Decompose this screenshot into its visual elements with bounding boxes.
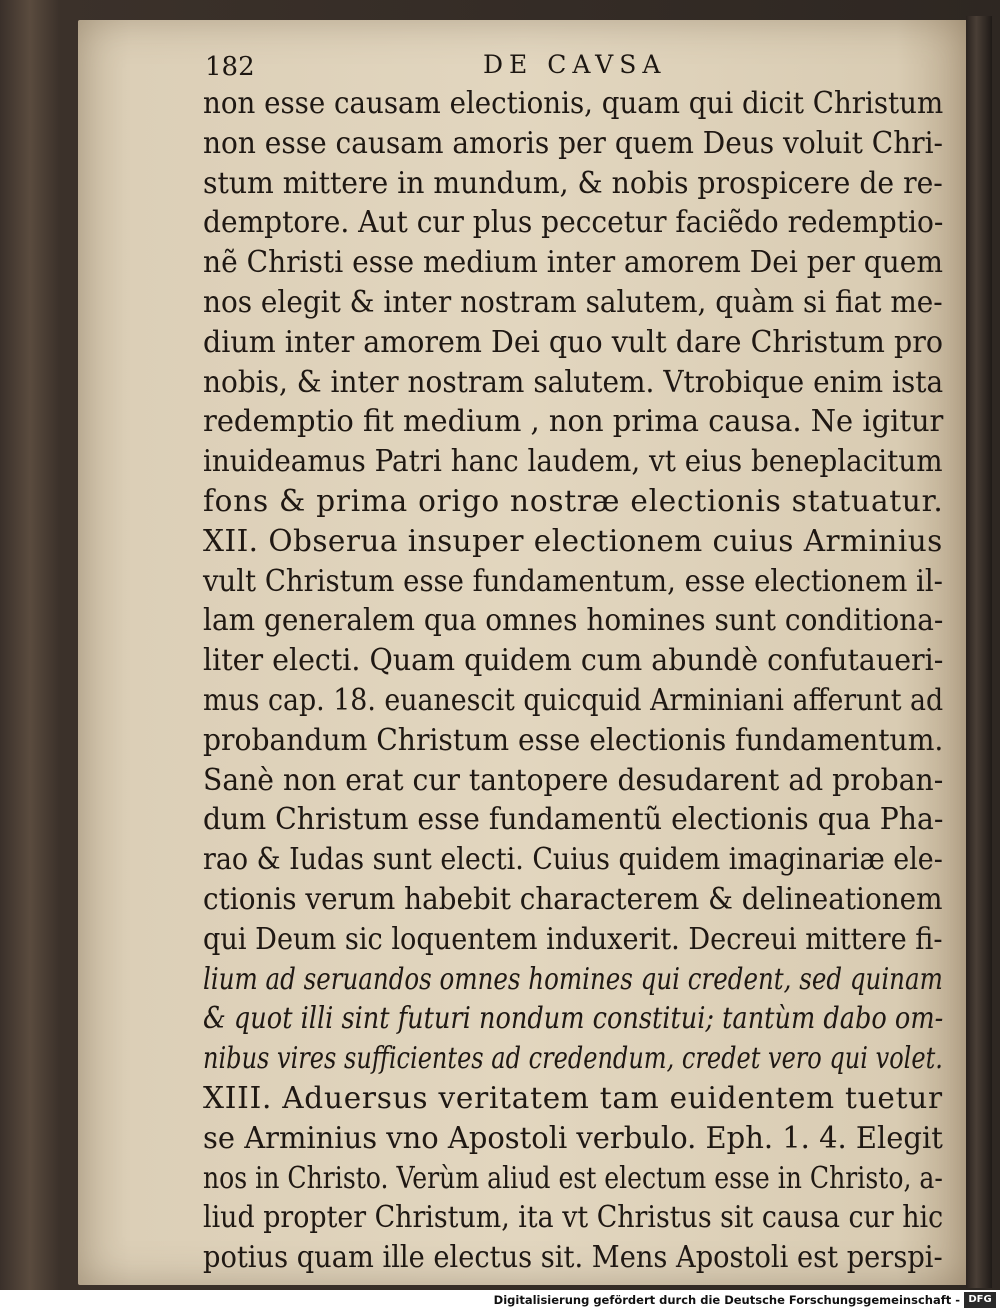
running-head: DE CAVSA — [483, 50, 667, 79]
text-line: dum Christum esse fundamentũ electionis qua Pha- — [203, 802, 944, 837]
text-line: rao & Iudas sunt electi. Cuius quidem imaginariæ ele- — [203, 842, 943, 877]
funding-credit: Digitalisierung gefördert durch die Deutsche Forschungsgemeinschaft - — [493, 1293, 960, 1307]
body-text — [203, 84, 943, 1278]
text-line: Sanè non erat cur tantopere desudarent ad proban- — [203, 762, 944, 797]
text-line: non esse causam amoris per quem Deus voluit Chri- — [203, 125, 944, 160]
text-line: lam generalem qua omnes homines sunt conditiona- — [203, 603, 944, 638]
italic-quote-line: lium ad seruandos omnes homines qui credent, sed quinam — [203, 961, 943, 996]
section-heading-xiii: XIII. Aduersus veritatem tam euidentem tuetur — [203, 1080, 943, 1115]
italic-quote-line: nibus vires sufficientes ad credendum, credet vero qui volet. — [203, 1041, 943, 1076]
dfg-logo: DFG — [964, 1292, 996, 1308]
text-line: dium inter amorem Dei quo vult dare Christum pro — [203, 324, 944, 359]
text-line: mus cap. 18. euanescit quicquid Arminiani afferunt ad — [203, 682, 944, 717]
text-line: vult Christum esse fundamentum, esse electionem il- — [203, 563, 943, 598]
text-line: nos in Christo. Verùm aliud est electum esse in Christo, a- — [203, 1160, 943, 1195]
text-line: potius quam ille electus sit. Mens Apostoli est perspi- — [203, 1240, 943, 1275]
digitization-footer — [0, 1290, 1000, 1311]
text-line: non esse causam electionis, quam qui dicit Christum — [203, 86, 944, 120]
text-line: fons & prima origo nostræ electionis statuatur. — [203, 483, 944, 518]
text-line: redemptio fit medium , non prima causa. Ne igitur — [203, 404, 944, 439]
text-line: liter electi. Quam quidem cum abundè confutaueri- — [203, 643, 944, 678]
text-line: ctionis verum habebit characterem & delineationem — [203, 881, 943, 916]
text-line: inuideamus Patri hanc laudem, vt eius beneplacitum — [203, 444, 943, 479]
text-line: liud propter Christum, ita vt Christus sit causa cur hic — [203, 1200, 944, 1235]
italic-quote-line: & quot illi sint futuri nondum constitui; tantùm dabo om- — [203, 1001, 944, 1036]
text-line: nos elegit & inter nostram salutem, quàm si fiat me- — [203, 284, 943, 319]
text-line: demptore. Aut cur plus peccetur faciẽdo redemptio- — [203, 205, 944, 240]
section-heading-xii: XII. Obserua insuper electionem cuius Arminius — [203, 523, 943, 558]
text-line: stum mittere in mundum, & nobis prospicere de re- — [203, 165, 943, 200]
text-line: nẽ Christi esse medium inter amorem Dei per quem — [203, 245, 943, 280]
page-header — [205, 52, 675, 86]
text-line: nobis, & inter nostram salutem. Vtrobique enim ista — [203, 364, 944, 399]
page-number: 182 — [205, 52, 255, 82]
text-line: qui Deum sic loquentem induxerit. Decreui mittere fi- — [203, 921, 943, 956]
text-line: se Arminius vno Apostoli verbulo. Eph. 1. 4. Elegit — [203, 1120, 943, 1155]
text-line: probandum Christum esse electionis fundamentum. — [203, 722, 944, 757]
page-edge — [966, 16, 992, 1288]
